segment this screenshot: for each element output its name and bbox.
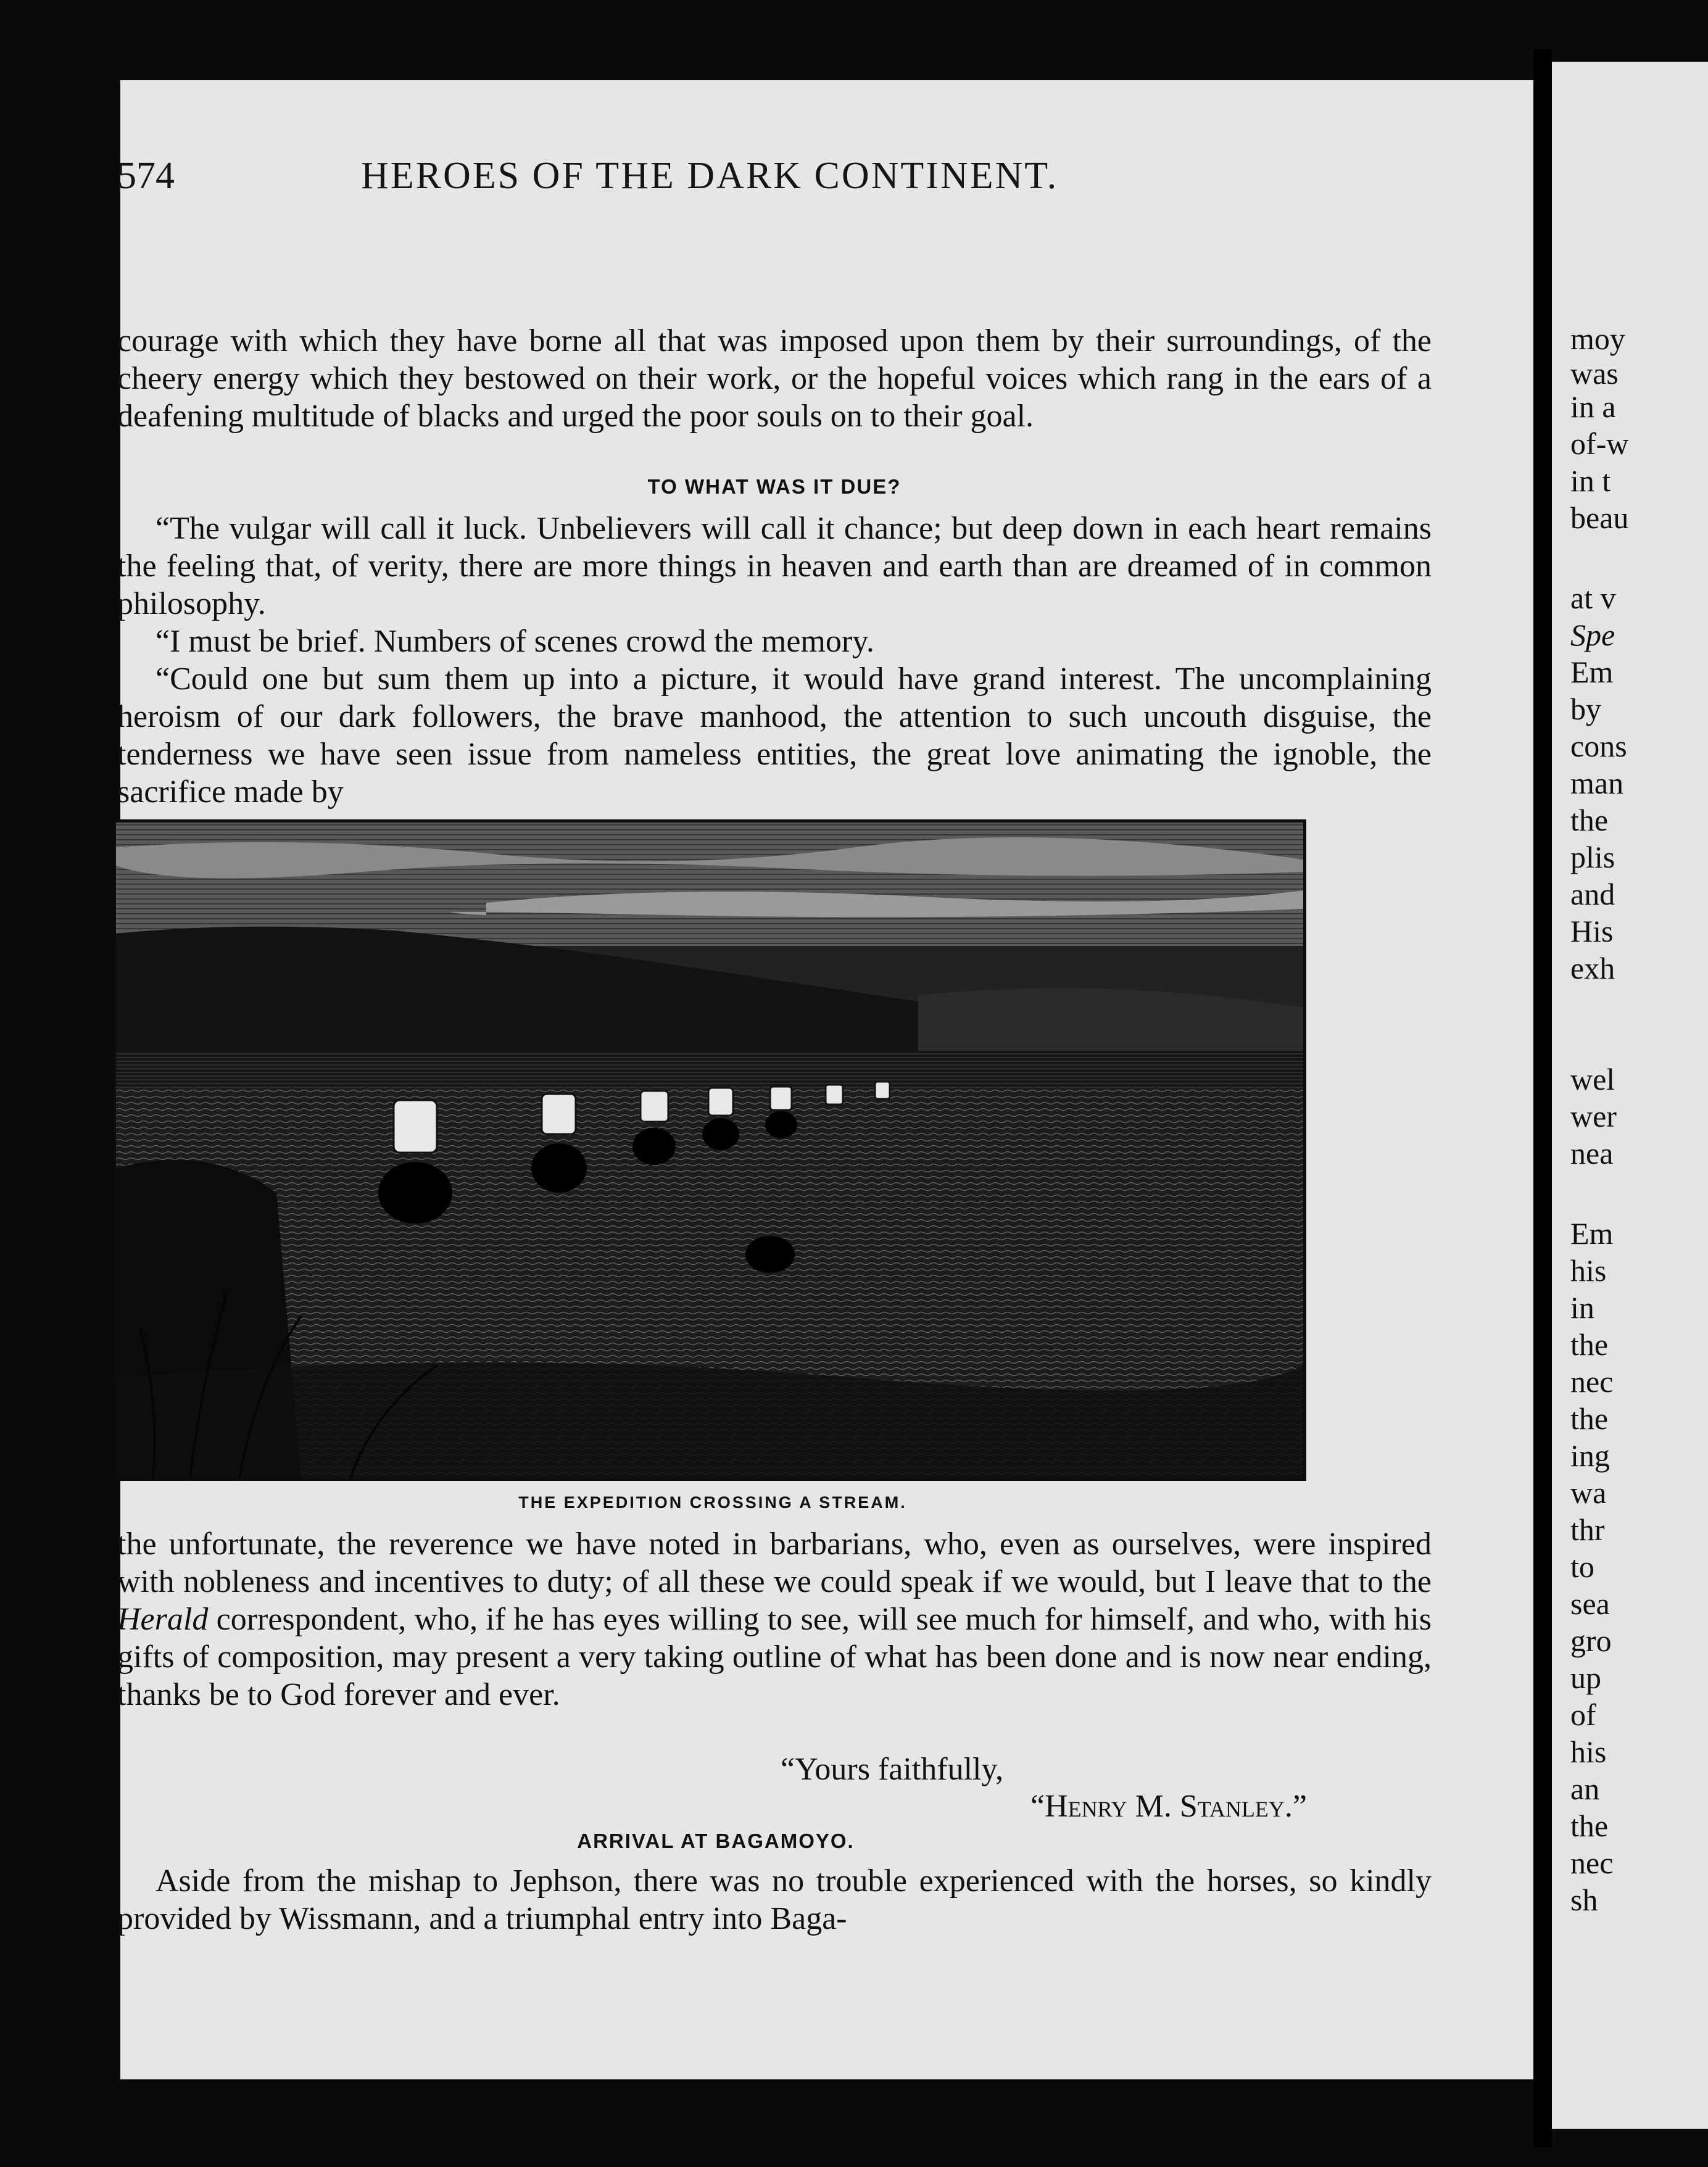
facing-page-line: was <box>1570 356 1619 391</box>
facing-page-line: of-w <box>1570 426 1629 461</box>
facing-page-line: sh <box>1570 1883 1598 1917</box>
paragraph-6: Aside from the mishap to Jephson, there was no trouble experienced with the horses, so kindly provided by Wissmann, and a triumphal entry into Baga- <box>117 1863 1432 1936</box>
body-block-2 <box>117 510 1432 811</box>
section-heading-due: TO WHAT WAS IT DUE? <box>647 475 902 498</box>
facing-page-line: his <box>1570 1734 1607 1769</box>
facing-page-line: Spe <box>1570 618 1615 652</box>
facing-page-line: the <box>1570 803 1609 837</box>
facing-page-line: wer <box>1570 1099 1617 1133</box>
facing-page-line: by <box>1570 692 1601 726</box>
facing-page-line: the <box>1570 1401 1609 1436</box>
facing-page-line: to <box>1570 1549 1594 1584</box>
paragraph-2: “The vulgar will call it luck. Unbelievers will call it chance; but deep down in each heart remains the feeling that, of verity, there are more things in heaven and earth than are dreamed of in common philosophy. <box>117 511 1432 621</box>
facing-page-line: cons <box>1570 729 1627 763</box>
engraving-illustration <box>113 819 1306 1481</box>
paragraph-3: “I must be brief. Numbers of scenes crowd the memory. <box>155 624 874 659</box>
paragraph-5 <box>117 1525 1432 1713</box>
closing-line: “Yours faithfully, <box>781 1752 1004 1787</box>
paragraph-4: “Could one but sum them up into a picture, it would have grand interest. The uncomplaining heroism of our dark followers, the brave manhood, the attention to such uncouth disguise, the tenderness we have seen issue from nameless entities, the great love animating the ignoble, the sacrifice made by <box>117 661 1432 810</box>
book-spine <box>1533 49 1552 2147</box>
facing-page-line: in t <box>1570 463 1611 498</box>
facing-page-line: nec <box>1570 1364 1614 1399</box>
facing-page-line: Em <box>1570 1216 1614 1251</box>
facing-page-line: sea <box>1570 1586 1610 1621</box>
page-number: 574 <box>117 155 175 197</box>
facing-page-line: beau <box>1570 500 1629 535</box>
facing-page-line: gro <box>1570 1623 1612 1658</box>
facing-page-line: wel <box>1570 1062 1615 1096</box>
paragraph-5-text-b: correspondent, who, if he has eyes willing to see, will see much for himself, and who, with his gifts of composition, may present a very taking outline of what has been done and is now near ending, thanks be to God forever and ever. <box>117 1602 1432 1712</box>
facing-page-line: moy <box>1570 321 1625 356</box>
facing-page-line: Em <box>1570 655 1614 689</box>
page-header <box>117 154 1419 210</box>
facing-page-line: nec <box>1570 1846 1614 1880</box>
facing-page-line: an <box>1570 1771 1600 1806</box>
facing-page-line: at v <box>1570 581 1616 615</box>
facing-page-line: and <box>1570 877 1615 911</box>
facing-page-line: his <box>1570 1253 1607 1288</box>
facing-page-line: the <box>1570 1809 1609 1843</box>
facing-page-line: ing <box>1570 1438 1610 1473</box>
facing-page-line: plis <box>1570 840 1615 874</box>
facing-page-line: thr <box>1570 1512 1605 1547</box>
section-heading-bagamoyo: ARRIVAL AT BAGAMOYO. <box>577 1829 855 1852</box>
facing-page-line: in a <box>1570 389 1616 424</box>
facing-page-line: nea <box>1570 1136 1614 1171</box>
facing-page-line: up <box>1570 1660 1601 1695</box>
facing-page-line: His <box>1570 914 1614 948</box>
facing-page-line: in <box>1570 1290 1594 1325</box>
facing-page-line: man <box>1570 766 1624 800</box>
facing-page-line: of <box>1570 1697 1596 1732</box>
facing-page-line: wa <box>1570 1475 1607 1510</box>
illustration-caption: THE EXPEDITION CROSSING A STREAM. <box>518 1493 907 1512</box>
paragraph-1: courage with which they have borne all that was imposed upon them by their surroundings, of the cheery energy which they bestowed on their work, or the hopeful voices which rang in the ears of a deafening multitude of blacks and urged the poor souls on to their goal. <box>117 323 1432 434</box>
herald-italic: Herald <box>117 1602 209 1637</box>
paragraph-5-text-a: the unfortunate, the reverence we have noted in barbarians, who, even as ourselves, were inspired with nobleness and incentives to duty; of all these we could speak if we would, but I leave that to the <box>117 1527 1432 1599</box>
signature: “Henry M. Stanley.” <box>1030 1789 1307 1824</box>
facing-page <box>1552 62 1708 2129</box>
paragraph-6-block <box>117 1862 1432 1937</box>
facing-page-text <box>1552 62 1708 2129</box>
facing-page-line: the <box>1570 1327 1609 1362</box>
running-title: HEROES OF THE DARK CONTINENT. <box>361 155 1059 197</box>
expedition-crossing-engraving <box>116 822 1303 1478</box>
facing-page-line: exh <box>1570 951 1615 985</box>
